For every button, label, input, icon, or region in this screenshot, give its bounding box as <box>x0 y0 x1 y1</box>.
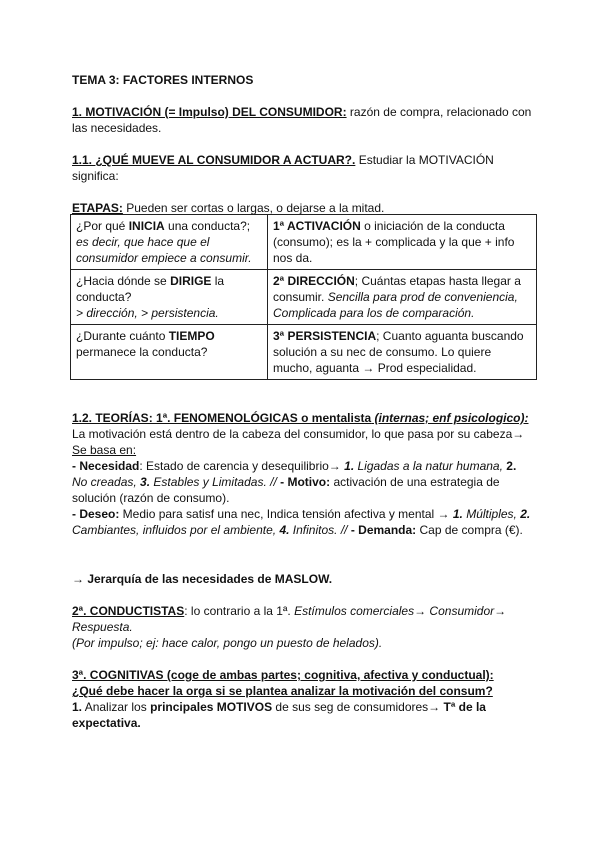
cell-text: ¿Por qué <box>76 219 129 233</box>
table-cell-stage <box>268 215 537 270</box>
section-1-heading: 1. MOTIVACIÓN (= Impulso) DEL CONSUMIDOR: <box>72 105 347 119</box>
conductistas-text: : lo contrario a la 1ª. <box>184 604 295 618</box>
section-1-2-teorias <box>72 410 534 538</box>
cell-bold: TIEMPO <box>168 329 215 343</box>
list-number: 2. <box>506 459 517 473</box>
item-text: Analizar los <box>82 700 151 714</box>
cell-text: permanece la conducta? <box>76 345 208 359</box>
cell-italic: Sencilla para prod de conveniencia, Complicada para los de comparación. <box>273 290 518 320</box>
table-cell-question <box>71 325 268 380</box>
table-row <box>71 215 537 270</box>
teorias-base: Se basa en: <box>72 443 137 457</box>
conductistas-line <box>72 603 534 635</box>
list-number: 4. <box>279 523 290 537</box>
list-number: 1. <box>72 700 83 714</box>
cell-text: ; Cuántas etapas hasta llegar a consumir. <box>273 274 521 304</box>
cell-text: o iniciación de la conducta (consumo); es la + complicada y la que + info nos da. <box>273 219 515 265</box>
item-text: de sus seg de consumidores→ <box>272 700 444 714</box>
deseo-line <box>72 506 534 538</box>
section-1-text: razón de compra, relacionado con las necesidades. <box>72 105 532 135</box>
deseo-label: - Deseo: <box>72 507 120 521</box>
conductistas-note: (Por impulso; ej: hace calor, pongo un puesto de helados). <box>72 636 383 650</box>
table-row <box>71 270 537 325</box>
etapas-label: ETAPAS: <box>72 201 123 215</box>
stage-name: 1ª ACTIVACIÓN <box>273 219 361 233</box>
teorias-intro <box>72 410 534 458</box>
necesidad-text: : Estado de carencia y desequilibrio→ <box>139 459 345 473</box>
cell-text: una conducta?; <box>164 219 251 233</box>
item-bold: principales MOTIVOS <box>150 700 273 714</box>
cognitivas-heading: 3ª. COGNITIVAS (coge de ambas partes; cognitiva, afectiva y conductual): <box>72 668 494 682</box>
etapas-text: Pueden ser cortas o largas, o dejarse a la mitad. <box>122 201 385 215</box>
teorias-text: La motivación está dentro de la cabeza del consumidor, lo que pasa por su cabeza→ <box>72 427 525 441</box>
section-1-1-heading: 1.1. ¿QUÉ MUEVE AL CONSUMIDOR A ACTUAR?. <box>72 153 356 167</box>
necesidad-label: - Necesidad <box>72 459 140 473</box>
section-1-1 <box>72 152 534 184</box>
deseo-text: Medio para satisf una nec, Indica tensión afectiva y mental → <box>119 507 453 521</box>
conductistas-heading: 2ª. CONDUCTISTAS <box>72 604 185 618</box>
list-text: Estables y Limitadas. // <box>150 475 281 489</box>
teorias-heading-italic: (internas; enf psicologico): <box>371 411 529 425</box>
item-bold: Tª de la expectativa. <box>72 700 486 730</box>
table-cell-stage <box>268 270 537 325</box>
list-text: Infinitos. // <box>289 523 351 537</box>
cognitivas-question: ¿Qué debe hacer la orga si se plantea analizar la motivación del consum? <box>72 684 493 698</box>
section-1-motivacion <box>72 104 534 136</box>
conductistas-italic: Estímulos comerciales→ Consumidor→ Respuesta. <box>72 604 507 634</box>
section-cognitivas <box>72 667 534 731</box>
maslow-line: → Jerarquía de las necesidades de MASLOW. <box>72 572 333 586</box>
table-cell-stage <box>268 325 537 380</box>
list-text: No creadas, <box>72 475 141 489</box>
teorias-heading: 1.2. TEORÍAS: 1ª. FENOMENOLÓGICAS o mentalista <box>72 411 372 425</box>
table-cell-question <box>71 215 268 270</box>
list-text: Ligadas a la natur humana, <box>354 459 507 473</box>
demanda-label: - Demanda: <box>350 523 417 537</box>
list-number: 2. <box>520 507 531 521</box>
list-text: Múltiples, <box>462 507 521 521</box>
list-number: 1. <box>452 507 463 521</box>
demanda-text: Cap de compra (€). <box>416 523 523 537</box>
section-conductistas <box>72 603 534 651</box>
stage-name: 3ª PERSISTENCIA <box>273 329 377 343</box>
list-number: 3. <box>140 475 151 489</box>
motivo-text: activación de una estrategia de solución (razón de consumo). <box>72 475 500 505</box>
cell-text: ¿Durante cuánto <box>76 329 169 343</box>
list-number: 1. <box>344 459 355 473</box>
table-row <box>71 325 537 380</box>
cell-italic: es decir, que hace que el consumidor empiece a consumir. <box>76 235 252 265</box>
table-cell-question <box>71 270 268 325</box>
cell-text: la conducta? <box>76 274 225 304</box>
cell-bold: DIRIGE <box>170 274 212 288</box>
stages-table <box>70 214 537 380</box>
list-text: Cambiantes, influidos por el ambiente, <box>72 523 280 537</box>
cell-text: ; Cuanto aguanta buscando solución a su nec de consumo. Lo quiere mucho, aguanta → Prod especialidad. <box>273 329 524 375</box>
necesidad-line <box>72 458 534 506</box>
cognitivas-item <box>72 699 534 731</box>
stage-name: 2ª DIRECCIÓN <box>273 274 355 288</box>
cell-italic: > dirección, > persistencia. <box>76 306 219 320</box>
cell-text: ¿Hacia dónde se <box>76 274 171 288</box>
doc-title: TEMA 3: FACTORES INTERNOS <box>72 73 254 87</box>
section-1-1-text: Estudiar la MOTIVACIÓN significa: <box>72 153 494 183</box>
cell-bold: INICIA <box>128 219 165 233</box>
motivo-label: - Motivo: <box>280 475 331 489</box>
